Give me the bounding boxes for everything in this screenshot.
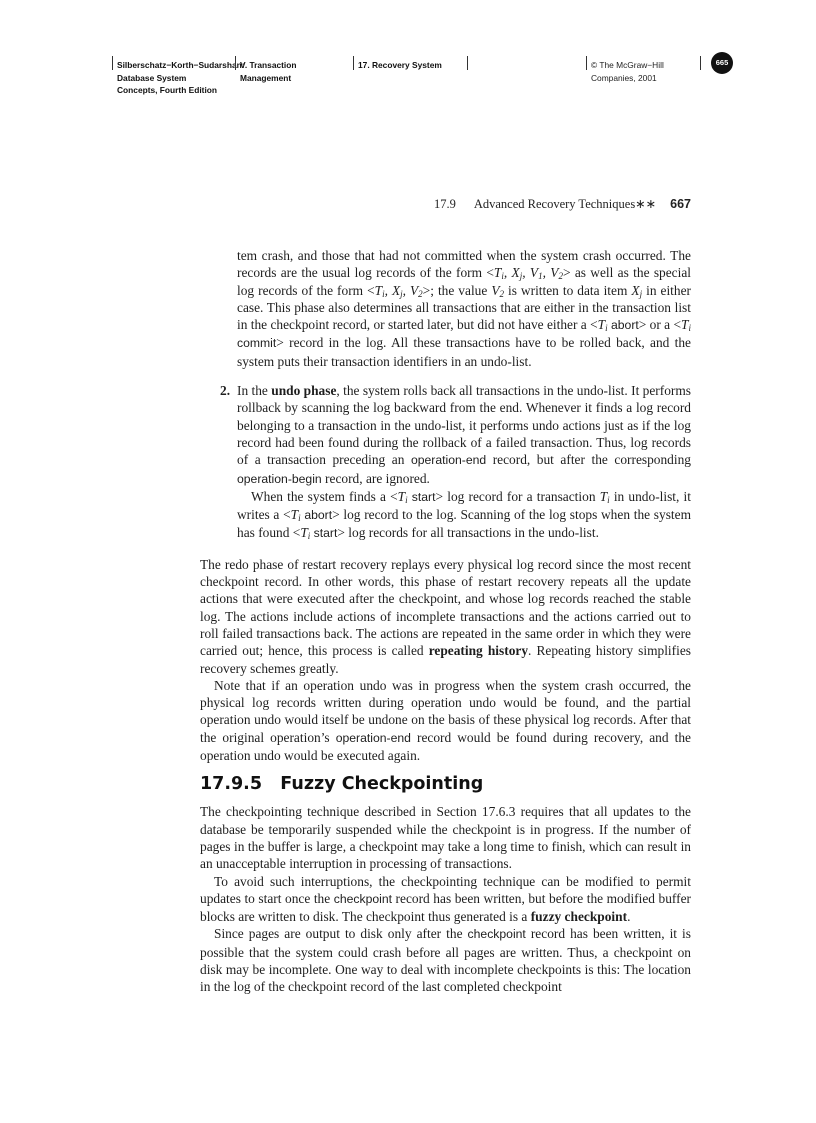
paragraph-undo-phase: In the undo phase, the system rolls back all transactions in the undo-list. It performs rollback by scanning the log backward from the end. Whenever it finds a log record belonging to a transaction in the undo-list, it performs undo actions just as if the log record had been found during the rollback of a failed transaction. Thus, log records of a transaction preceding an operation-end record, but after the corresponding operation-begin record, are ignored. [237, 383, 691, 486]
recovery-phase-list [200, 247, 691, 543]
header-authors: Silberschatz−Korth−Sudarshan: [117, 60, 245, 70]
header-divider [467, 56, 468, 70]
header-edition: Concepts, Fourth Edition [117, 85, 218, 96]
document-header [0, 56, 816, 116]
section-heading-fuzzy-checkpointing: 17.9.5 Fuzzy Checkpointing [200, 774, 484, 795]
page-number-badge: 665 [711, 52, 733, 74]
header-divider [235, 56, 236, 70]
header-part-line2: Management [240, 72, 292, 83]
running-head [200, 196, 691, 212]
list-item-number: 2. [220, 383, 231, 399]
paragraph-fuzzy-checkpoint-definition: To avoid such interruptions, the checkpointing technique can be modified to permit updates to start once the checkpoint record has been written, but before the modified buffer blocks are written to disk. The checkpoint thus generated is a fuzzy checkpoint. [200, 873, 692, 925]
paragraph-undo-phase-2: When the system finds $a <T_i$ start> log record for a transaction $T_i$ in undo-list, it writes $a <T_i$ abort> log record to the log. Scanning of the log stops when the system has found $<T_i$ start> log records for all transactions in the undo-list. [237, 488, 691, 542]
header-copyright-line1: © The McGraw−Hill [591, 60, 664, 70]
header-copyright-line2: Companies, 2001 [591, 72, 657, 83]
paragraph-repeating-history: The redo phase of restart recovery replays every physical log record since the most recent checkpoint record. In other words, this phase of restart recovery repeats all the update actions that were executed after the checkpoint, and whose log records reached the stable log. The actions include actions of incomplete transactions and the actions carried out to roll failed transactions back. The actions are repeated in the same order in which they were carried out; hence, this process is called repeating history. Repeating history simplifies recovery schemes greatly. [200, 556, 691, 676]
running-head-section: 17.9 [433, 197, 456, 211]
running-head-title: Advanced Recovery Techniques∗∗ [473, 197, 657, 211]
header-divider [112, 56, 113, 70]
header-book-title: Database System [117, 72, 187, 83]
header-divider [353, 56, 354, 70]
paragraph-operation-undo: Note that if an operation undo was in progress when the system crash occurred, the physical log records written during operation undo would be found, and the partial operation undo would itself be undone on the basis of these physical log records. After that the original operation’s operation-end record would be found during recovery, and the operation undo would be executed again. [200, 677, 691, 764]
header-divider [700, 56, 701, 70]
running-head-page: 667 [670, 197, 691, 211]
header-book-info [117, 59, 245, 97]
header-part-line1: V. Transaction [240, 60, 297, 70]
header-copyright [591, 59, 664, 84]
page-body [200, 247, 691, 996]
header-chapter-title: 17. Recovery System [358, 60, 442, 70]
list-item-undo-phase [220, 382, 691, 543]
header-part [240, 59, 296, 84]
paragraph-redo-phase-continued: tem crash, and those that had not committed when the system crash occurred. The records are the usual log records of the form $<T_i$, $X_j$, $V_1$, $V_2>$ as well as the special log records of the form $<T_i$, $X_j$, $V_2>$; the value $V_2$ is written to data item $X_j$ in either case. This phase also determines all transactions that are either in the transaction list in the checkpoint record, or started later, but did not have either $a <T_i$ abort> or $a <T_i$ commit> record in the log. All these transactions have to be rolled back, and the system puts their transaction identifiers in an undo-list. [237, 248, 692, 369]
paragraph-checkpointing-technique: The checkpointing technique described in Section 17.6.3 requires that all updates to the database be temporarily suspended while the checkpoint is in progress. If the number of pages in the buffer is large, a checkpoint may take a long time to finish, which can result in an unacceptable interruption in processing of transactions. [200, 804, 691, 872]
header-chapter [358, 59, 442, 72]
header-divider [586, 56, 587, 70]
paragraph-incomplete-checkpoints: Since pages are output to disk only after the checkpoint record has been written, it is possible that the system could crash before all pages are written. Thus, a checkpoint on disk may be incomplete. One way to deal with incomplete checkpoints is this: The location in the log of the checkpoint record of the last completed checkpoint [200, 926, 691, 995]
